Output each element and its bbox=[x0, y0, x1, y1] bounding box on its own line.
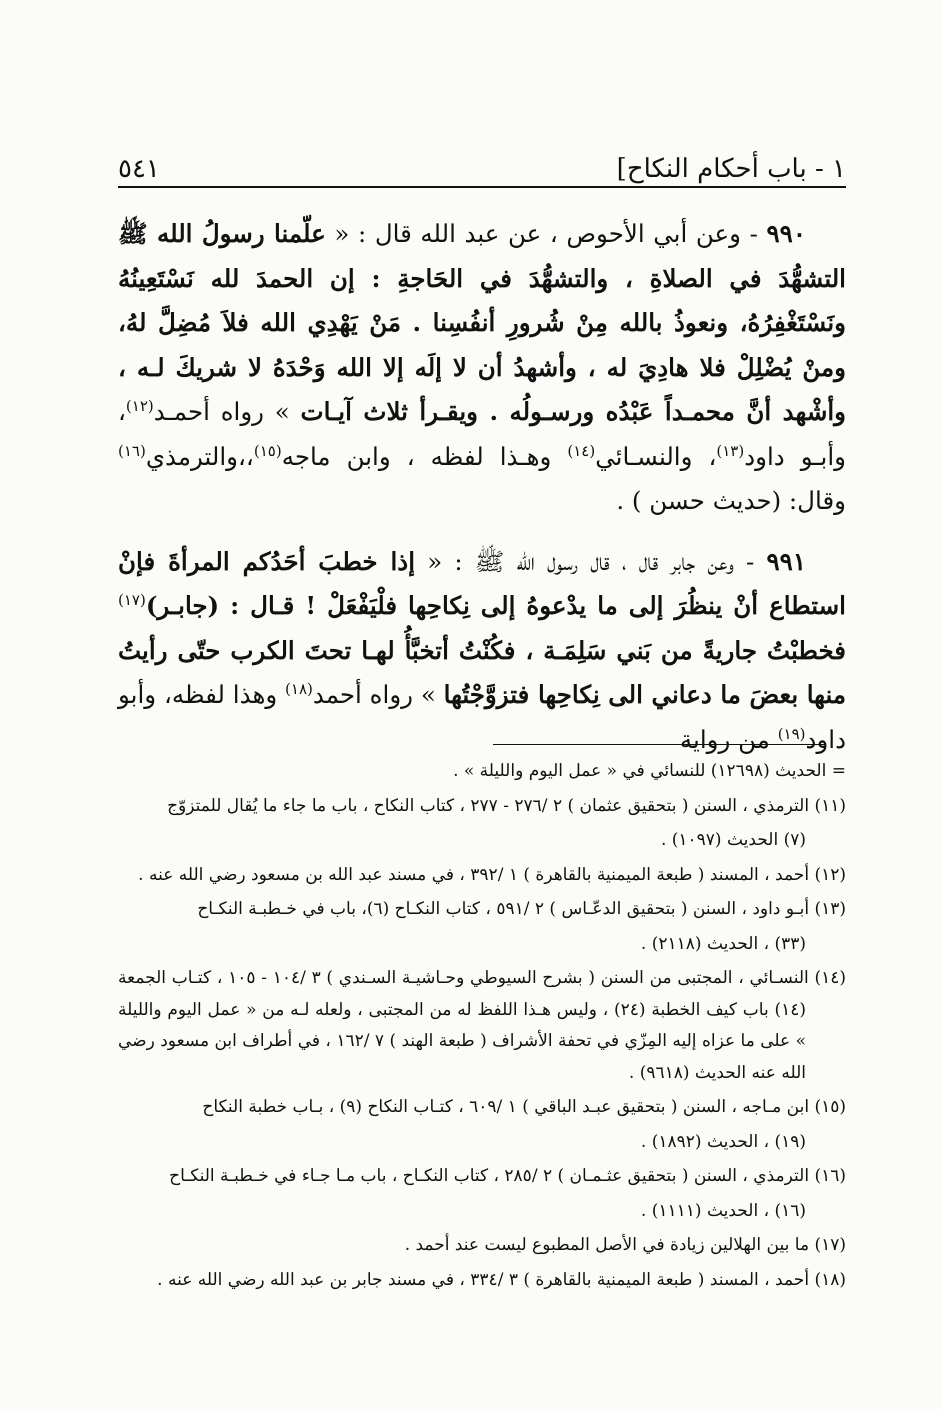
hadith-source: » رواه أحمـد bbox=[153, 397, 301, 426]
footnote-continuation: (١٦) ، الحديث (١١١١) . bbox=[640, 1200, 806, 1221]
footnote: (١٥) ابن مـاجه ، السنن ( بتحقيق عبـد الباقي ) ١ /٦٠٩ ، كتـاب النكاح (٩) ، بـاب خطبة النكاح bbox=[202, 1097, 846, 1117]
hadith-990 bbox=[118, 212, 846, 524]
footnote: (١٢) أحمد ، المسند ( طبعة الميمنية بالقاهرة ) ١ /٣٩٢ ، في مسند عبد الله بن مسعود رضي الله عنه . bbox=[138, 864, 846, 885]
footnote-ref[interactable]: (١٤) bbox=[567, 441, 596, 460]
chapter-title: ١ - باب أحكام النكاح] bbox=[616, 154, 846, 184]
hadith-intro: - وعن أبي الأحوص ، عن عبد الله قال : « bbox=[325, 219, 767, 248]
hadith-number: ٩٩٠ bbox=[766, 219, 806, 248]
footnote: (١٧) ما بين الهلالين زيادة في الأصل المطبوع ليست عند أحمد . bbox=[404, 1235, 846, 1255]
footnote-ref[interactable]: (١٧) bbox=[118, 590, 146, 609]
hadith-matn: إذا خطبَ أحَدُكم المرأةَ فإنْ استطاع أنْ ينظُرَ إلى ما يدْعوهُ إلى نِكاحِها فلْيَفْعَلْ ! قـال : (جابـر) bbox=[118, 546, 846, 620]
footnote: (١٣) أبـو داود ، السنن ( بتحقيق الدعّـاس ) ٢ /٥٩١ ، كتاب النكـاح (٦)، باب في خـطبـة النكـاح bbox=[197, 899, 846, 919]
footnote: (١٦) الترمذي ، السنن ( بتحقيق عثـمـان ) ٢ /٢٨٥ ، كتاب النكـاح ، باب مـا جـاء في خـطبـة النكـاح bbox=[169, 1166, 846, 1186]
hadith-source: » رواه أحمد bbox=[312, 680, 444, 709]
hadith-991 bbox=[118, 540, 846, 763]
footnote: = الحديث (١٢٦٩٨) للنسائي في « عمل اليوم والليلة » . bbox=[453, 761, 846, 781]
header-rule bbox=[118, 186, 846, 188]
page-number: ٥٤١ bbox=[118, 154, 160, 184]
footnote: (١٨) أحمد ، المسند ( طبعة الميمنية بالقاهرة ) ٣ /٣٣٤ ، في مسند جابر بن عبد الله رضي الله عنه . bbox=[157, 1269, 846, 1290]
hadith-source: ، والنسـائي bbox=[595, 441, 717, 471]
hadith-number: ٩٩١ bbox=[766, 546, 806, 576]
hadith-source: ،،والترمذي bbox=[145, 441, 254, 471]
footnote-ref[interactable]: (١٨) bbox=[285, 679, 313, 698]
footnote-separator bbox=[493, 744, 825, 745]
footnote-ref[interactable]: (١٦) bbox=[118, 441, 146, 460]
hadith-intro: - وعن جابر قال ، قال رسول الله ﷺ : « bbox=[415, 546, 767, 576]
footnote-ref[interactable]: (١٢) bbox=[125, 396, 154, 415]
hadith-matn: فخطبْتُ جاريةً من بَني سَلِمَـة ، فكُنْتُ أتخبَّأُ لهـا تحتَ الكرب حتّى رأيتُ منها بعضَ ما دعاني الى نِكاحِها فتزوَّجْتُها bbox=[118, 635, 846, 709]
footnote: (١١) الترمذي ، السنن ( بتحقيق عثمان ) ٢ /٢٧٦ - ٢٧٧ ، كتاب النكاح ، باب ما جاء ما يُقال للمتزوّج bbox=[167, 795, 846, 816]
footnote-ref[interactable]: (١٥) bbox=[253, 441, 282, 460]
footnote: (١٤) النسـائي ، المجتبى من السنن ( بشرح السيوطي وحـاشيـة السـندي ) ٣ /١٠٤ - ١٠٥ ، كتـاب الجمعة (١٤) باب كيف الخطبة (٢٤) ، وليس هـذا اللفظ له من المجتبى ، ولعله لـه من « عمل اليوم والليلة » على ما عزاه إليه المِزّي في تحفة الأشراف ( طبعة الهند ) ٧ /١٦٢ ، في أطراف ابن مسعود رضي الله عنه الحديث (٩٦١٨) . bbox=[118, 968, 846, 1083]
footnote-continuation: (١٩) ، الحديث (١٨٩٢) . bbox=[640, 1131, 806, 1152]
hadith-matn: علّمنا رسولُ الله ﷺ التشهُّدَ في الصلاةِ ، والتشهُّدَ في الحَاجةِ : إن الحمدَ لله نَسْتَعِينُهُ ونَسْتَغْفِرُهُ، ونعوذُ بالله مِنْ شُرورِ أنفُسِنا . مَنْ يَهْدِي الله فلاَ مُضِلَّ لهُ، ومنْ يُضْلِلْ فلا هادِيَ له ، وأشهدُ أن لا إلَه إلا الله وَحْدَهُ لا شريكَ لـه ، وأشْهد أنَّ محمـداً عَبْدُه ورسـولُه . ويقـرأ ثلاث آيـات bbox=[118, 219, 847, 426]
footnote-ref[interactable]: (١٩) bbox=[777, 724, 806, 743]
footnote-continuation: (٧) الحديث (١٠٩٧) . bbox=[660, 830, 806, 850]
hadith-source: وهذا لفظه، وأبو داود bbox=[118, 680, 846, 754]
footnote-ref[interactable]: (١٣) bbox=[716, 441, 745, 460]
main-text bbox=[118, 212, 846, 778]
hadith-source: وهـذا لفظه ، وابن ماجه bbox=[281, 441, 568, 471]
running-header bbox=[118, 138, 846, 184]
hadith-source: من رواية bbox=[679, 724, 778, 754]
footnote-continuation: (٣٣) ، الحديث (٢١١٨) . bbox=[640, 933, 806, 954]
footnotes bbox=[118, 756, 846, 1299]
hadith-source: ، وأبـو داود bbox=[118, 397, 846, 471]
hadith-source: وقال: (حديث حسن ) . bbox=[616, 486, 846, 515]
